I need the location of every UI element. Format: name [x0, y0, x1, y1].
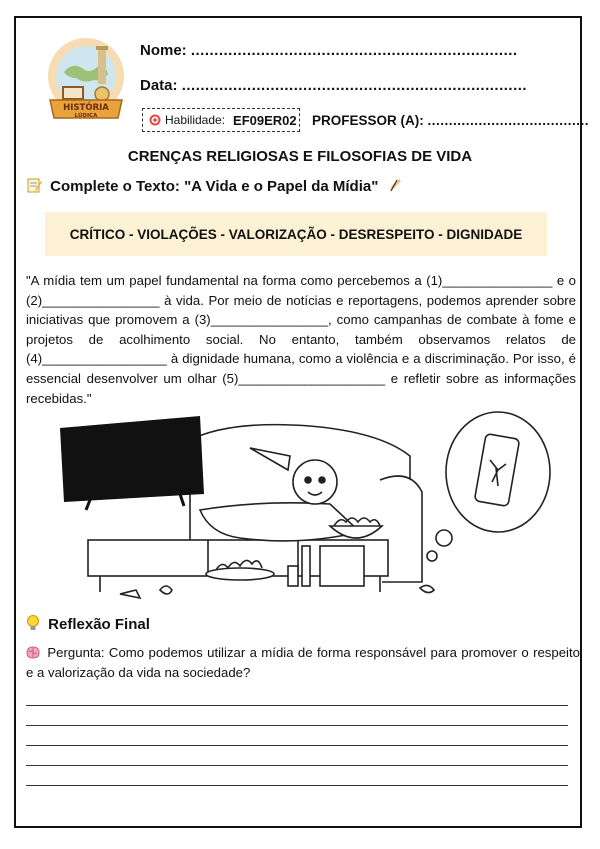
- reflection-title-text: Reflexão Final: [48, 616, 150, 633]
- professor-line[interactable]: [312, 113, 589, 128]
- memo-icon: [27, 178, 42, 193]
- professor-dots: ......................................: [427, 113, 590, 128]
- answer-line[interactable]: [26, 766, 568, 786]
- word-bank: CRÍTICO - VIOLAÇÕES - VALORIZAÇÃO - DESRESPEITO - DIGNIDADE: [45, 212, 547, 256]
- exercise-title: [27, 178, 403, 195]
- reflection-question: [26, 643, 580, 682]
- exercise-title-text: Complete o Texto: "A Vida e o Papel da Mídia": [50, 178, 379, 195]
- target-icon: [149, 114, 161, 126]
- date-label: Data:: [140, 77, 178, 94]
- answer-line[interactable]: [26, 746, 568, 766]
- answer-line[interactable]: [26, 686, 568, 706]
- date-dots: ..........................................................................: [181, 77, 528, 94]
- reflection-title: [26, 615, 150, 633]
- habilidade-box: [142, 108, 300, 132]
- reflection-question-text: Pergunta: Como podemos utilizar a mídia de forma responsável para promover o respeito e a valorização da vida na sociedade?: [26, 645, 580, 680]
- writing-hand-icon: [387, 178, 403, 193]
- page-title: CRENÇAS RELIGIOSAS E FILOSOFIAS DE VIDA: [127, 148, 473, 165]
- couch-tv-illustration: [40, 410, 560, 606]
- fill-in-text: "A mídia tem um papel fundamental na forma como percebemos a (1)_______________ e o (2)________________ à vida. Por meio de notícias e reportagens, podemos aprender sobre iniciativas que promovem a (3)________________, como campanhas de combate à fome e projetos de acolhimento social. No entanto, também observamos relatos de (4)_________________ à dignidade humana, como a violência e a discriminação. Por isso, é essencial desenvolver um olhar (5)____________________ e refletir sobre as informações recebidas.": [26, 273, 576, 406]
- professor-label: PROFESSOR (A):: [312, 113, 424, 128]
- answer-line[interactable]: [26, 726, 568, 746]
- name-dots: ......................................................................: [190, 42, 518, 59]
- name-label: Nome:: [140, 42, 187, 59]
- habilidade-label: Habilidade:: [165, 113, 226, 127]
- tv-icon: [60, 416, 204, 510]
- historia-ludica-logo: [40, 34, 132, 132]
- svg-text:LÚDICA: LÚDICA: [74, 113, 98, 119]
- svg-text:HISTÓRIA: HISTÓRIA: [63, 103, 109, 113]
- name-line[interactable]: [140, 42, 518, 59]
- answer-line[interactable]: [26, 706, 568, 726]
- answer-lines[interactable]: [26, 686, 568, 786]
- lightbulb-icon: [26, 615, 40, 631]
- habilidade-code: EF09ER02: [233, 112, 297, 128]
- brain-icon: [26, 646, 40, 659]
- date-line[interactable]: [140, 77, 527, 94]
